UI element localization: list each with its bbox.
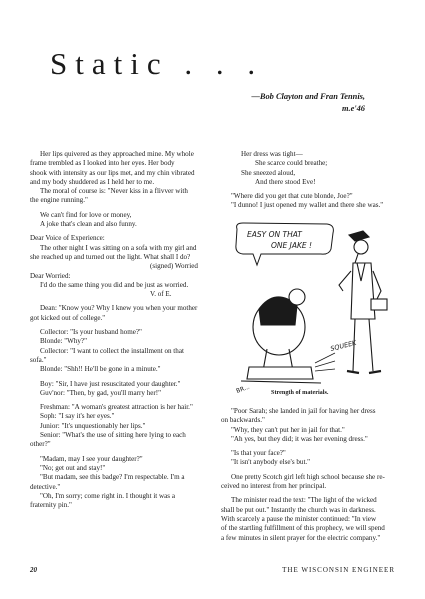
- text-line: sofa.": [30, 355, 47, 364]
- text-line: "I dunno! I just opened my wallet and there she was.": [231, 201, 384, 210]
- text-line: "Madam, may I see your daughter?": [40, 454, 143, 463]
- text-line: of the startling fulfillment of this prophecy, we will spend: [221, 524, 385, 533]
- text-line: The moral of course is: "Never kiss in a flivver with: [40, 187, 188, 196]
- text-line: "It isn't anybody else's but.": [231, 458, 311, 467]
- text-line: other?": [30, 440, 51, 449]
- text-line: Senior: "What's the use of sitting here lying to each: [40, 431, 186, 440]
- text-line: ceived no interest from her principal.: [221, 482, 327, 491]
- text-line: (signed) Worried: [150, 262, 198, 271]
- page-number: 20: [30, 566, 37, 574]
- text-line: Dean: "Know you? Why I knew you when your mother: [40, 304, 198, 313]
- text-line: Dear Worried:: [30, 271, 71, 280]
- page-title: Static . . .: [50, 46, 264, 81]
- text-line: Guv'nor: "Then, by gad, you'll marry her!": [40, 388, 162, 397]
- poem-line: Her dress was tight—: [241, 150, 303, 158]
- sound-effect: SQUEEK: [329, 338, 358, 353]
- text-line: shook with intensity as our lips met, and my chin vibrated: [30, 168, 195, 177]
- text-line: Freshman: "A woman's greatest attraction is her hair.": [40, 403, 193, 412]
- text-line: One pretty Scotch girl left high school because she re-: [231, 472, 385, 481]
- text-line: I'd do the same thing you did and be just as worried.: [40, 280, 189, 289]
- text-line: We can't find for love or money,: [40, 210, 132, 219]
- text-line: shall be put out." Instantly the church was in darkness.: [221, 505, 376, 514]
- text-line: With scarcely a pause the minister continued: "In view: [221, 514, 377, 523]
- text-line: Blonde: "Why?": [40, 337, 87, 346]
- text-line: and my body shuddered as I held her to me.: [30, 177, 155, 186]
- text-line: Boy: "Sir, I have just resuscitated your daughter.": [40, 379, 181, 388]
- text-line: "Where did you get that cute blonde, Joe?": [231, 192, 353, 201]
- text-line: the engine running.": [30, 196, 88, 205]
- text-line: fraternity pin.": [30, 501, 72, 510]
- text-line: detective.": [30, 482, 61, 491]
- text-line: Collector: "I want to collect the installment on that: [40, 346, 184, 355]
- text-line: Her lips quivered as they approached mine. My whole: [40, 150, 194, 158]
- cartoon-illustration: [231, 221, 401, 401]
- text-line: Collector: "Is your husband home?": [40, 328, 142, 337]
- byline: [165, 91, 365, 115]
- text-line: a few minutes in silent prayer for the electric company.": [221, 533, 381, 542]
- artist-signature: BR...: [235, 383, 251, 395]
- text-line: Dear Voice of Experience:: [30, 234, 105, 243]
- squeak-lines: [315, 353, 335, 371]
- text-line: "No; get out and stay!": [40, 463, 106, 472]
- balloon-text-1: EASY ON THAT: [247, 230, 302, 239]
- right-column-bottom: [221, 407, 397, 543]
- heavy-man: [241, 289, 321, 383]
- byline-authors: —Bob Clayton and Fran Tennis,: [251, 92, 365, 101]
- text-line: on backwards.": [221, 416, 265, 425]
- text-line: she reached up and turned out the light. What shall I do?: [30, 252, 191, 261]
- poem-line: She scarce could breathe;: [255, 159, 328, 168]
- poem-line: She sneezed aloud,: [241, 168, 296, 177]
- balloon-text-2: ONE JAKE !: [271, 241, 313, 250]
- text-line: The other night I was sitting on a sofa with my girl and: [40, 243, 197, 252]
- text-line: The minister read the text: "The light of the wicked: [231, 496, 377, 505]
- text-line: V. of E.: [150, 290, 172, 299]
- text-line: A joke that's clean and also funny.: [40, 220, 137, 229]
- left-column: [30, 150, 206, 510]
- text-line: "Why, they can't put her in jail for that.": [231, 425, 345, 434]
- text-line: got kicked out of college.": [30, 313, 106, 322]
- byline-class: m.e'46: [341, 104, 365, 113]
- cartoon-caption: Strength of materials.: [271, 389, 329, 396]
- standing-man: [339, 231, 387, 373]
- right-column-top: [221, 150, 397, 211]
- text-line: frame trembled as I looked into her eyes. Her body: [30, 159, 175, 168]
- text-line: Blonde: "Shh!! He'll be gone in a minute.": [40, 365, 161, 374]
- text-line: "But madam, see this badge? I'm respectable. I'm a: [40, 473, 185, 482]
- text-line: "Ah yes, but they did; it was her evening dress.": [231, 434, 368, 443]
- text-line: "Oh, I'm sorry; come right in. I thought it was a: [40, 491, 175, 500]
- text-line: "Is that your face?": [231, 449, 286, 458]
- text-line: Soph: "I say it's her eyes.": [40, 412, 115, 421]
- text-line: "Poor Sarah; she landed in jail for having her dress: [231, 407, 376, 415]
- text-line: Junior: "It's unquestionably her lips.": [40, 421, 146, 430]
- poem-line: And there stood Eve!: [255, 177, 316, 186]
- running-title: THE WISCONSIN ENGINEER: [282, 566, 395, 574]
